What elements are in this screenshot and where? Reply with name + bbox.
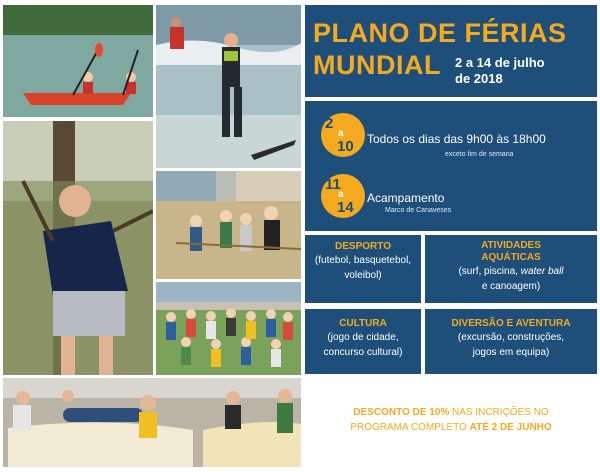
climbing-photo xyxy=(3,121,153,375)
date-badge-1 xyxy=(321,113,365,157)
activity-detail: (futebol, basquetebol, xyxy=(314,255,412,266)
activity-detail: voleibol) xyxy=(344,270,382,281)
date-badge-sep: a xyxy=(338,128,344,139)
activity-detail: e canoagem) xyxy=(481,281,541,292)
activity-title: DESPORTO xyxy=(335,241,391,252)
activity-title xyxy=(425,240,597,264)
schedule-2-text: Acampamento xyxy=(367,191,445,205)
activity-diversao xyxy=(425,309,597,374)
event-dates xyxy=(455,55,545,87)
activity-title-line-1: ATIVIDADES xyxy=(481,240,541,251)
kayak-photo xyxy=(3,5,153,117)
schedule-1-note: exceto fim de semana xyxy=(445,151,514,158)
schedule-1-text: Todos os dias das 9h00 às 18h00 xyxy=(367,132,546,146)
schedule-panel xyxy=(305,101,597,231)
activity-title: CULTURA xyxy=(339,318,387,329)
discount-text: PROGRAMA COMPLETO xyxy=(350,422,470,433)
date-badge-to: 14 xyxy=(337,199,354,216)
date-badge-from: 11 xyxy=(325,176,341,193)
discount-line-1 xyxy=(305,405,597,420)
activity-title-line-2: AQUÁTICAS xyxy=(481,252,541,263)
activity-cultura xyxy=(305,309,421,374)
event-dates-line-2: de 2018 xyxy=(455,71,503,86)
event-dates-line-1: 2 a 14 de julho xyxy=(455,55,545,70)
activity-detail: (jogo de cidade, xyxy=(327,332,399,343)
surf-photo xyxy=(156,5,301,168)
title-line-2: MUNDIAL xyxy=(313,50,441,80)
date-badge-2 xyxy=(321,174,365,218)
activity-aquaticas xyxy=(425,235,597,303)
title-panel xyxy=(305,5,597,97)
surfboards-photo xyxy=(3,378,301,467)
group-photo xyxy=(156,282,301,375)
activity-detail: concurso cultural) xyxy=(323,347,403,358)
activity-detail: (excursão, construções, xyxy=(457,332,565,343)
activity-detail: jogos em equipa) xyxy=(472,347,550,358)
discount-line-2 xyxy=(305,420,597,435)
activity-detail-text: (surf, piscina, xyxy=(458,266,521,277)
activity-title: DIVERSÃO E AVENTURA xyxy=(451,318,571,329)
discount-notice xyxy=(305,405,597,435)
title-line-1: PLANO DE FÉRIAS xyxy=(313,18,567,48)
date-badge-sep: a xyxy=(338,189,344,200)
discount-highlight: ATÉ 2 DE JUNHO xyxy=(469,422,552,433)
discount-highlight: DESCONTO DE 10% xyxy=(353,407,450,418)
activity-desporto xyxy=(305,235,421,303)
activity-detail-italic: water ball xyxy=(520,266,564,277)
date-badge-to: 10 xyxy=(337,138,354,155)
date-badge-from: 2 xyxy=(325,115,334,132)
tug-of-war-photo xyxy=(156,171,301,279)
schedule-2-note: Marco de Canaveses xyxy=(385,207,452,214)
activity-detail xyxy=(425,264,597,279)
discount-text: NAS INCRIÇÕES NO xyxy=(449,407,549,418)
